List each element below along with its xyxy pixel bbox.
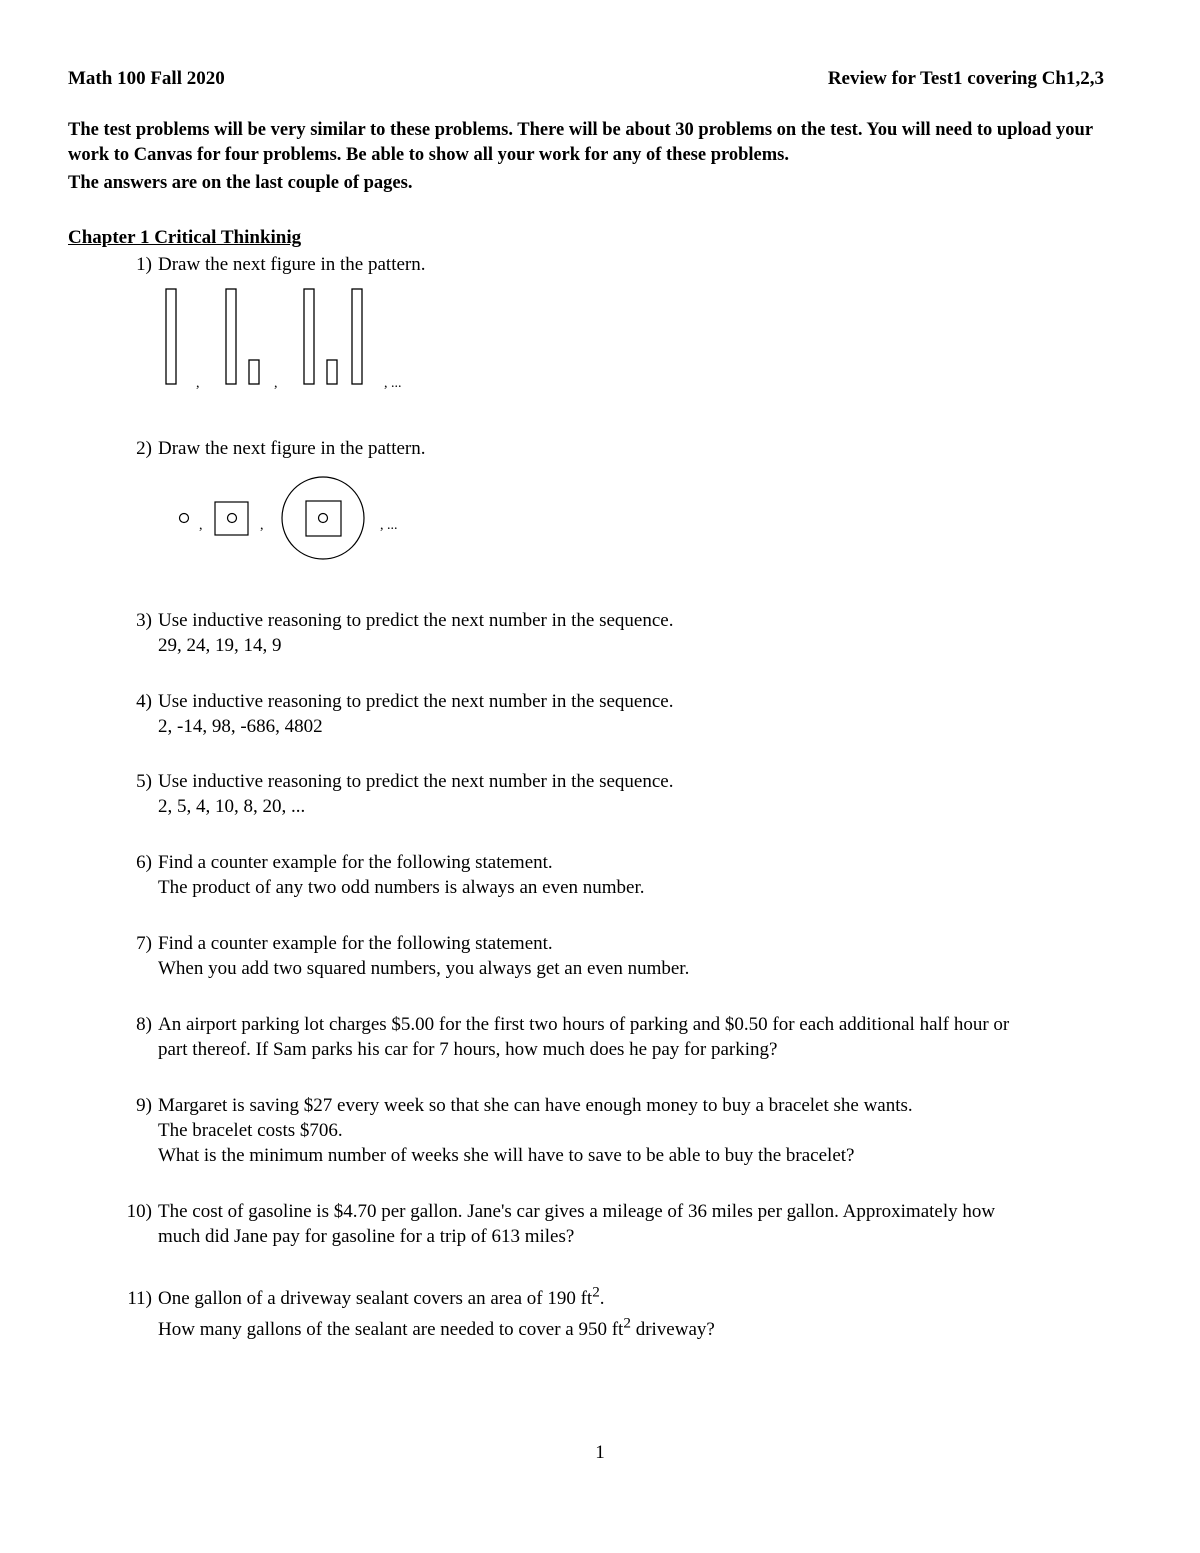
problem-number: 5) [136, 771, 152, 792]
square [306, 501, 341, 536]
problem-number: 10) [126, 1201, 152, 1222]
problem-text: Draw the next figure in the pattern. [158, 254, 426, 275]
bar-pattern-figure [160, 285, 420, 395]
problem-text: Draw the next figure in the pattern. [158, 438, 426, 459]
separator-comma: , [274, 376, 278, 391]
problem-number: 6) [136, 852, 152, 873]
problem-text: One gallon of a driveway sealant covers an area of 190 $ft^2$. [158, 1283, 605, 1309]
sequence-ellipsis: , ... [380, 518, 398, 533]
problem-text: part thereof. If Sam parks his car for 7 hours, how much does he pay for parking? [158, 1039, 778, 1060]
problem-sequence: 29, 24, 19, 14, 9 [158, 635, 282, 656]
tall-bar [352, 289, 362, 384]
problem-text: Use inductive reasoning to predict the next number in the sequence. [158, 691, 674, 712]
answers-note: The answers are on the last couple of pages. [68, 173, 413, 193]
exponent: 2 [592, 1283, 600, 1301]
separator-comma: , [260, 518, 264, 533]
exponent: 2 [623, 1314, 631, 1332]
tall-bar [226, 289, 236, 384]
problem-statement: When you add two squared numbers, you always get an even number. [158, 958, 690, 979]
intro-paragraph: The test problems will be very similar to these problems. There will be about 30 problems on the test. You will need to upload your work to Canvas for four problems. Be able to show all your work for any of these problems. [68, 120, 1093, 165]
problem-text: What is the minimum number of weeks she will have to save to be able to buy the bracelet? [158, 1145, 855, 1166]
problem-text: An airport parking lot charges $5.00 for the first two hours of parking and $0.50 for each additional half hour or [158, 1014, 1010, 1035]
separator-comma: , [196, 376, 200, 391]
problem-number: 9) [136, 1095, 152, 1116]
problem-number: 8) [136, 1014, 152, 1035]
problem-text: Find a counter example for the following statement. [158, 933, 553, 954]
large-circle [282, 477, 364, 559]
short-bar [327, 360, 337, 384]
problem-number: 11) [127, 1288, 152, 1309]
header-left: Math 100 Fall 2020 [68, 68, 225, 89]
short-bar [249, 360, 259, 384]
page-number: 1 [595, 1442, 605, 1463]
problem-text: Margaret is saving $27 every week so that she can have enough money to buy a bracelet she wants. [158, 1095, 913, 1116]
circle-square-pattern-figure [170, 472, 420, 567]
problem-number: 3) [136, 610, 152, 631]
problem-statement: The product of any two odd numbers is always an even number. [158, 877, 645, 898]
separator-comma: , [199, 518, 203, 533]
problem-text: Use inductive reasoning to predict the next number in the sequence. [158, 610, 674, 631]
problem-sequence: 2, -14, 98, -686, 4802 [158, 716, 323, 737]
small-circle [180, 514, 189, 523]
problem-sequence: 2, 5, 4, 10, 8, 20, ... [158, 796, 306, 817]
problem-text: much did Jane pay for gasoline for a trip of 613 miles? [158, 1226, 575, 1247]
small-circle [228, 514, 237, 523]
problem-text: The cost of gasoline is $4.70 per gallon. Jane's car gives a mileage of 36 miles per gallon. Approximately how [158, 1201, 996, 1222]
problem-text: Find a counter example for the following statement. [158, 852, 553, 873]
small-circle [319, 514, 328, 523]
tall-bar [304, 289, 314, 384]
tall-bar [166, 289, 176, 384]
square [215, 502, 248, 535]
problem-text: How many gallons of the sealant are needed to cover a 950 $ft^2$ driveway? [158, 1314, 715, 1340]
problem-text: The bracelet costs $706. [158, 1120, 343, 1141]
problem-text: Use inductive reasoning to predict the next number in the sequence. [158, 771, 674, 792]
problem-number: 2) [136, 438, 152, 459]
header-right: Review for Test1 covering Ch1,2,3 [827, 68, 1104, 89]
chapter-title: Chapter 1 Critical Thinkinig [68, 227, 302, 248]
problem-number: 7) [136, 933, 152, 954]
sequence-ellipsis: , ... [384, 376, 402, 391]
problem-number: 4) [136, 691, 152, 712]
problem-number: 1) [136, 254, 152, 275]
